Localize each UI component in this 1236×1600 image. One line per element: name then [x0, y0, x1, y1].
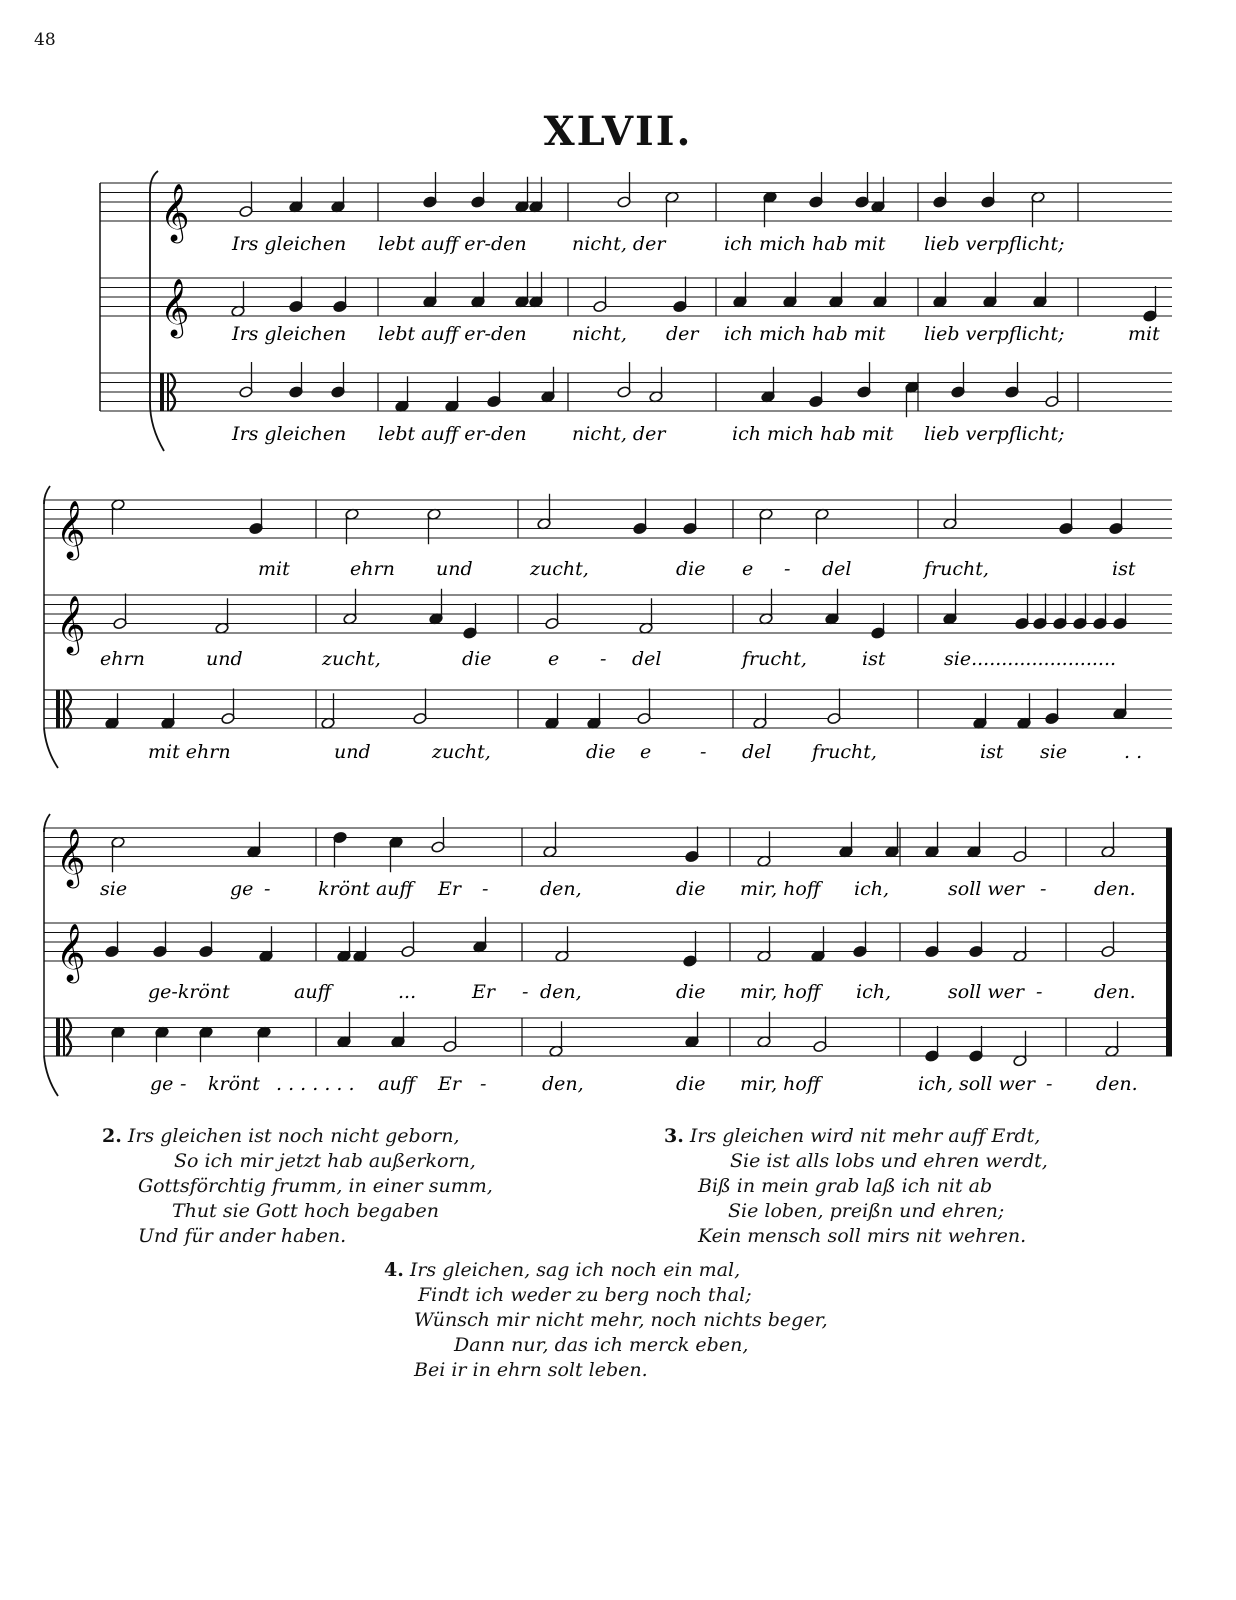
stanza-number: 2. — [102, 1125, 122, 1147]
lyric-syllable: - — [1040, 878, 1047, 900]
lyric-syllable: auff — [378, 1073, 416, 1095]
lyric-syllable: ich, soll wer — [918, 1073, 1036, 1095]
staff — [44, 589, 1172, 670]
lyric-syllable: mir, hoff — [740, 981, 821, 1003]
stanza-line — [102, 1124, 493, 1149]
lyric-syllable: frucht, — [742, 648, 807, 670]
lyric-syllable: ge — [150, 1073, 174, 1095]
lyric-syllable: nicht, der — [572, 233, 666, 255]
stanza-line: Kein mensch soll mirs nit wehren. — [698, 1225, 1027, 1247]
lyric-syllable: Irs gleichen — [232, 423, 347, 445]
alto-clef-icon — [56, 690, 60, 728]
lyric-syllable: Er — [472, 981, 495, 1003]
lyric-syllable: mit ehrn — [148, 741, 231, 763]
treble-clef-icon: 𝄞 — [160, 278, 190, 336]
lyric-syllable: mir, hoff — [740, 1073, 821, 1095]
lyric-syllable: zucht, — [322, 648, 381, 670]
lyric-syllable: den. — [1094, 878, 1136, 900]
lyric-syllable: - — [1036, 981, 1043, 1003]
stanza-line — [384, 1258, 828, 1283]
piece-title: XLVII. — [543, 108, 693, 155]
lyric-syllable: die — [676, 558, 706, 580]
stanza-2 — [102, 1124, 493, 1249]
stanza-line: Gottsförchtig frumm, in einer summ, — [138, 1175, 493, 1197]
lyric-syllable: Irs gleichen — [232, 323, 347, 345]
lyric-syllable: den, — [540, 878, 582, 900]
lyric-syllable: del — [742, 741, 772, 763]
staff — [100, 362, 1172, 445]
lyric-syllable: - — [480, 1073, 487, 1095]
lyric-syllable: ich mich hab mit — [724, 323, 886, 345]
lyric-syllable: den, — [542, 1073, 584, 1095]
lyric-syllable: mit — [1128, 323, 1160, 345]
lyric-syllable: die — [676, 1073, 706, 1095]
lyric-syllable: ich mich hab mit — [724, 233, 886, 255]
stanza-3 — [664, 1124, 1048, 1249]
stanza-line: Sie ist alls lobs und ehren werdt, — [730, 1150, 1048, 1172]
stanza-line: Sie loben, preißn und ehren; — [728, 1200, 1005, 1222]
stanza-number: 3. — [664, 1125, 684, 1147]
lyric-syllable: und — [206, 648, 243, 670]
lyric-syllable: mit — [258, 558, 290, 580]
lyric-syllable: krönt auff — [318, 878, 413, 900]
alto-clef-icon — [56, 1018, 60, 1056]
lyric-syllable: Er — [438, 1073, 461, 1095]
lyric-syllable: die — [676, 981, 706, 1003]
lyric-syllable: e — [640, 741, 652, 763]
treble-clef-icon: 𝄞 — [56, 595, 86, 653]
staff — [44, 1012, 1172, 1095]
staff — [100, 172, 1172, 255]
stanza-line: Wünsch mir nicht mehr, noch nichts beger, — [414, 1309, 828, 1331]
lyric-syllable: del — [822, 558, 852, 580]
treble-clef-icon: 𝄞 — [56, 923, 86, 981]
lyric-syllable: lebt auff er-den — [378, 323, 527, 345]
lyric-syllable: ehrn — [350, 558, 395, 580]
lyric-syllable: ge — [230, 878, 254, 900]
lyric-syllable: ehrn — [100, 648, 145, 670]
lyric-syllable: e — [742, 558, 754, 580]
lyric-syllable: lebt auff er-den — [378, 233, 527, 255]
lyric-syllable: - — [482, 878, 489, 900]
staff — [100, 272, 1172, 345]
lyric-syllable: ist — [980, 741, 1004, 763]
lyric-syllable: die — [676, 878, 706, 900]
lyric-syllable: ge-krönt — [148, 981, 230, 1003]
lyric-syllable: zucht, — [530, 558, 589, 580]
lyric-syllable: Irs gleichen — [232, 233, 347, 255]
lyric-syllable: sie — [100, 878, 128, 900]
lyric-syllable: die — [462, 648, 492, 670]
lyric-syllable: lebt auff er-den — [378, 423, 527, 445]
lyric-syllable: nicht, — [572, 323, 627, 345]
lyric-syllable: nicht, der — [572, 423, 666, 445]
lyric-syllable: - — [600, 648, 607, 670]
stanza-line: Thut sie Gott hoch begaben — [172, 1200, 439, 1222]
stanza-line: Dann nur, das ich merck eben, — [454, 1334, 749, 1356]
alto-clef-icon — [160, 373, 164, 411]
lyric-syllable: del — [632, 648, 662, 670]
stanza-line — [664, 1124, 1048, 1149]
staff-system — [44, 814, 1172, 1096]
lyric-syllable: ich mich hab mit — [732, 423, 894, 445]
stanza-text: Irs gleichen, sag ich noch ein mal, — [409, 1259, 741, 1281]
lyric-syllable: ich, — [856, 981, 891, 1003]
staff — [44, 817, 1172, 900]
lyric-syllable: - — [522, 981, 529, 1003]
stanza-line: Findt ich weder zu berg noch thal; — [418, 1284, 752, 1306]
lyric-syllable: - — [784, 558, 791, 580]
stanza-line: So ich mir jetzt hab außerkorn, — [174, 1150, 476, 1172]
lyric-syllable: . . . . . . . — [276, 1073, 355, 1095]
lyric-syllable: die — [586, 741, 616, 763]
lyric-syllable: - — [180, 1073, 187, 1095]
stanza-4 — [384, 1258, 828, 1383]
lyric-syllable: der — [666, 323, 699, 345]
lyric-syllable: den. — [1094, 981, 1136, 1003]
staff — [44, 494, 1172, 580]
staff-system — [44, 486, 1172, 768]
lyric-syllable: e — [548, 648, 560, 670]
stanza-line: Biß in mein grab laß ich nit ab — [698, 1175, 993, 1197]
lyric-syllable: frucht, — [812, 741, 877, 763]
lyric-syllable: - — [700, 741, 707, 763]
stanza-line: Bei ir in ehrn solt leben. — [414, 1359, 648, 1381]
lyric-syllable: zucht, — [432, 741, 491, 763]
lyric-syllable: den, — [540, 981, 582, 1003]
lyric-syllable: soll wer — [948, 981, 1024, 1003]
lyric-syllable: ... — [398, 981, 417, 1003]
lyric-syllable: ich, — [854, 878, 889, 900]
lyric-syllable: frucht, — [924, 558, 989, 580]
staff — [44, 684, 1172, 763]
lyric-syllable: . . — [1124, 741, 1143, 763]
lyric-syllable: soll wer — [948, 878, 1024, 900]
lyric-syllable: lieb verpflicht; — [924, 323, 1065, 345]
lyric-syllable: - — [264, 878, 271, 900]
treble-clef-icon: 𝄞 — [56, 500, 86, 558]
lyric-syllable: Er — [438, 878, 461, 900]
lyric-syllable: und — [436, 558, 473, 580]
lyric-syllable: lieb verpflicht; — [924, 423, 1065, 445]
staff — [44, 917, 1172, 1003]
lyric-syllable: ist — [1112, 558, 1136, 580]
lyric-syllable: - — [1046, 1073, 1053, 1095]
stanza-text: Irs gleichen wird nit mehr auff Erdt, — [689, 1125, 1041, 1147]
staff-system — [100, 171, 1172, 451]
treble-clef-icon: 𝄞 — [56, 828, 86, 886]
lyric-syllable: mir, hoff — [740, 878, 821, 900]
treble-clef-icon: 𝄞 — [160, 183, 190, 241]
lyric-syllable: und — [334, 741, 371, 763]
lyric-syllable: auff — [294, 981, 332, 1003]
page-number: 48 — [34, 30, 56, 50]
lyric-syllable: lieb verpflicht; — [924, 233, 1065, 255]
stanza-line: Und für ander haben. — [138, 1225, 347, 1247]
final-barline — [1166, 828, 1172, 1056]
lyric-syllable: sie — [1040, 741, 1068, 763]
lyric-syllable: ist — [862, 648, 886, 670]
lyric-syllable: sie........................ — [944, 648, 1117, 670]
stanza-text: Irs gleichen ist noch nicht geborn, — [127, 1125, 460, 1147]
lyric-syllable: krönt — [208, 1073, 260, 1095]
lyric-syllable: den. — [1096, 1073, 1138, 1095]
stanza-number: 4. — [384, 1259, 404, 1281]
